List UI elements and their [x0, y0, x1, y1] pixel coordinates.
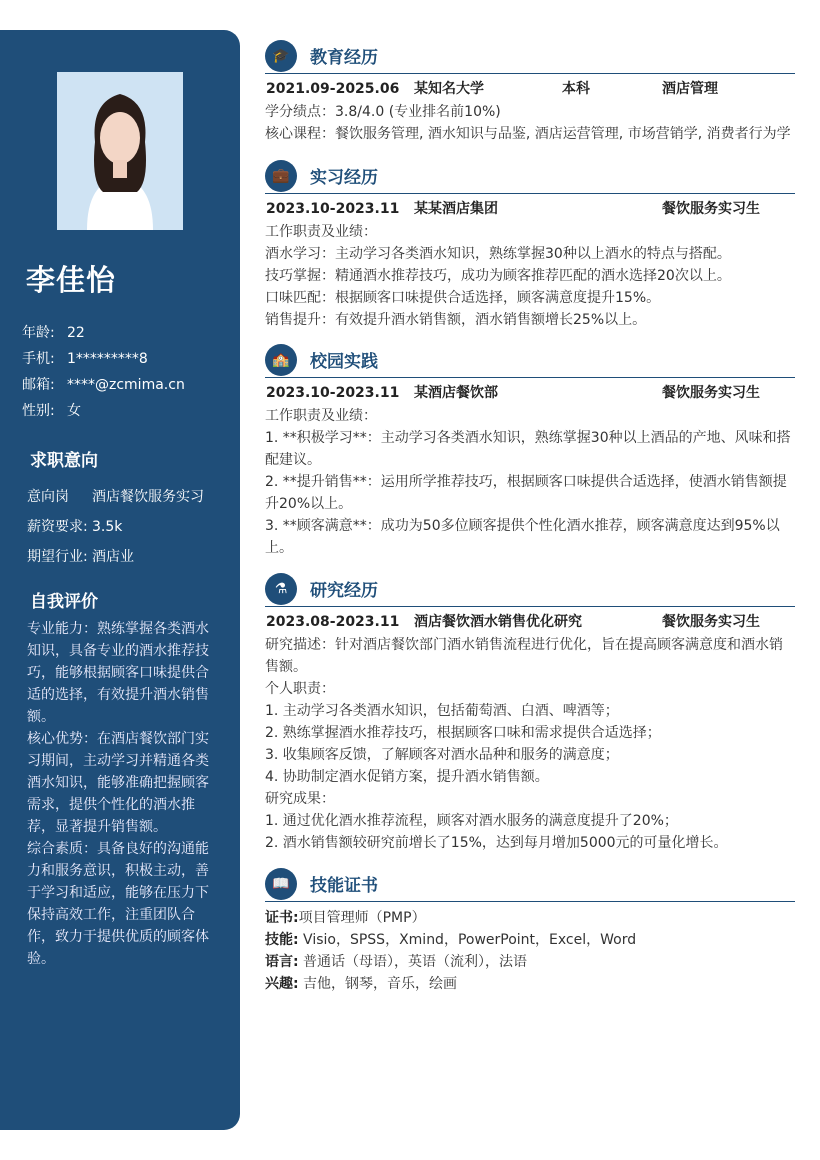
- section-title: 教育经历: [310, 48, 378, 68]
- intent-list: [27, 482, 204, 572]
- building-icon: 🏫: [265, 344, 297, 376]
- skill-cert: [265, 907, 795, 929]
- education-row: [265, 77, 795, 101]
- role: 餐饮服务实习生: [662, 201, 760, 217]
- label: 证书:: [265, 910, 299, 926]
- section-title: 实习经历: [310, 168, 378, 188]
- skill-language: [265, 951, 795, 973]
- degree: 本科: [562, 81, 590, 97]
- section-title: 研究经历: [310, 581, 378, 601]
- text-line: 2. 酒水销售额较研究前增长了15%，达到每月增加5000元的可量化增长。: [265, 835, 728, 851]
- value: 普通话（母语），英语（流利），法语: [298, 954, 528, 970]
- value: 项目管理师（PMP）: [298, 910, 426, 926]
- text-line: 1. 通过优化酒水推荐流程，顾客对酒水服务的满意度提升了20%；: [265, 813, 678, 829]
- campus-row: [265, 381, 795, 405]
- org: 某某酒店集团: [414, 201, 498, 217]
- intent-industry: 期望行业: 酒店业: [27, 549, 134, 565]
- info-age: 年龄: 22: [22, 325, 85, 341]
- date: 2023.08-2023.11: [266, 614, 400, 630]
- text-line: 4. 协助制定酒水促销方案，提升酒水销售额。: [265, 769, 549, 785]
- text-line: 3. **顾客满意**：成功为50多位顾客提供个性化酒水推荐，顾客满意度达到95%以上。: [265, 518, 780, 556]
- date: 2021.09-2025.06: [266, 81, 400, 97]
- eval-para: 核心优势：在酒店餐饮部门实习期间，主动学习并精通各类酒水知识，能够准确把握顾客需求，提供个性化的酒水推荐，显著提升销售额。: [27, 731, 209, 835]
- date: 2023.10-2023.11: [266, 201, 400, 217]
- section-title: 技能证书: [310, 876, 378, 896]
- value: Visio，SPSS，Xmind，PowerPoint，Excel，Word: [298, 932, 637, 948]
- text-line: 3. 收集顾客反馈，了解顾客对酒水品种和服务的满意度；: [265, 747, 619, 763]
- self-eval-heading: 自我评价: [30, 592, 98, 612]
- skill-hobby: [265, 973, 795, 995]
- major: 酒店管理: [662, 81, 718, 97]
- text-line: 销售提升：有效提升酒水销售额，酒水销售额增长25%以上。: [265, 312, 647, 328]
- date: 2023.10-2023.11: [266, 385, 400, 401]
- label: 兴趣:: [265, 976, 299, 992]
- section-research: [265, 573, 795, 854]
- eval-para: 专业能力：熟练掌握各类酒水知识，具备专业的酒水推荐技巧，能够根据顾客口味提供合适的选择，有效提升酒水销售额。: [27, 621, 209, 725]
- text-line: 工作职责及业绩：: [265, 224, 377, 240]
- label: 技能:: [265, 932, 299, 948]
- self-eval-text: [27, 618, 219, 970]
- text-line: 核心课程：餐饮服务管理, 酒水知识与品鉴, 酒店运营管理, 市场营销学, 消费者行为学: [265, 126, 791, 142]
- info-email: 邮箱: ****@zcmima.cn: [22, 377, 185, 393]
- section-education: [265, 40, 795, 145]
- text-line: 技巧掌握：精通酒水推荐技巧，成功为顾客推荐匹配的酒水选择20次以上。: [265, 268, 731, 284]
- school: 某知名大学: [414, 81, 484, 97]
- section-skills: [265, 868, 795, 995]
- text-line: 口味匹配：根据顾客口味提供合适选择，顾客满意度提升15%。: [265, 290, 661, 306]
- text-line: 酒水学习：主动学习各类酒水知识，熟练掌握30种以上酒水的特点与搭配。: [265, 246, 731, 262]
- org: 某酒店餐饮部: [414, 385, 498, 401]
- section-campus: [265, 344, 795, 559]
- role: 餐饮服务实习生: [662, 385, 760, 401]
- text-line: 研究成果：: [265, 791, 335, 807]
- text-line: 1. **积极学习**：主动学习各类酒水知识，熟练掌握30种以上酒品的产地、风味和搭配建议。: [265, 430, 791, 468]
- personal-info: [22, 320, 185, 424]
- info-gender: 性别: 女: [22, 403, 81, 419]
- eval-para: 综合素质：具备良好的沟通能力和服务意识，积极主动，善于学习和适应，能够在压力下保持高效工作，注重团队合作，致力于提供优质的顾客体验。: [27, 841, 209, 967]
- label: 语言:: [265, 954, 299, 970]
- book-icon: 📖: [265, 868, 297, 900]
- info-phone: 手机: 1*********8: [22, 351, 148, 367]
- text-line: 1. 主动学习各类酒水知识，包括葡萄酒、白酒、啤酒等；: [265, 703, 619, 719]
- text-line: 学分绩点：3.8/4.0 (专业排名前10%): [265, 104, 501, 120]
- intent-heading: 求职意向: [30, 451, 98, 471]
- text-line: 个人职责：: [265, 681, 335, 697]
- section-title: 校园实践: [310, 352, 378, 372]
- text-line: 2. **提升销售**：运用所学推荐技巧，根据顾客口味提供合适选择，使酒水销售额提升20%以上。: [265, 474, 787, 512]
- intent-position: 意向岗 酒店餐饮服务实习: [27, 489, 204, 505]
- sidebar: [0, 30, 240, 1130]
- briefcase-icon: 💼: [265, 160, 297, 192]
- flask-icon: ⚗: [265, 573, 297, 605]
- research-row: [265, 610, 795, 634]
- internship-row: [265, 197, 795, 221]
- graduation-cap-icon: 🎓: [265, 40, 297, 72]
- text-line: 工作职责及业绩：: [265, 408, 377, 424]
- section-internship: [265, 160, 795, 331]
- role: 餐饮服务实习生: [662, 614, 760, 630]
- value: 吉他，钢琴，音乐，绘画: [298, 976, 458, 992]
- candidate-name: 李佳怡: [26, 263, 117, 297]
- skill-tools: [265, 929, 795, 951]
- intent-salary: 薪资要求: 3.5k: [27, 519, 123, 535]
- text-line: 研究描述：针对酒店餐饮部门酒水销售流程进行优化，旨在提高顾客满意度和酒水销售额。: [265, 637, 783, 675]
- project: 酒店餐饮酒水销售优化研究: [414, 614, 582, 630]
- text-line: 2. 熟练掌握酒水推荐技巧，根据顾客口味和需求提供合适选择；: [265, 725, 661, 741]
- profile-photo: [57, 72, 183, 230]
